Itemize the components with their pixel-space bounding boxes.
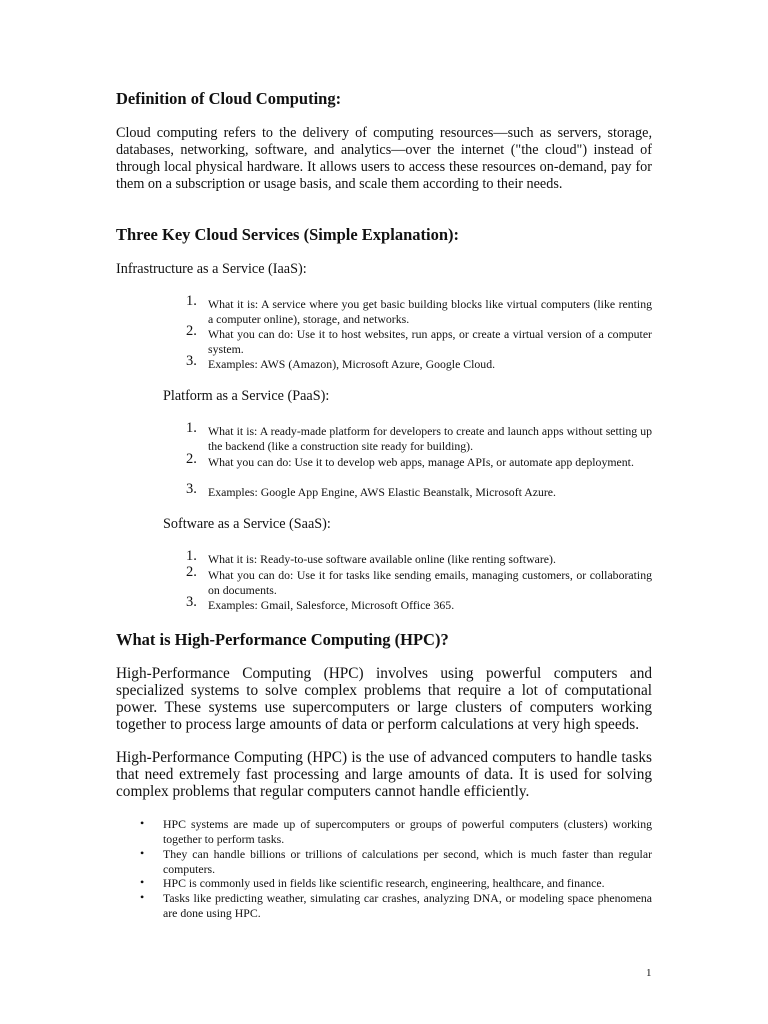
list-item: HPC is commonly used in fields like scientific research, engineering, healthcare, and finance.	[163, 876, 605, 890]
iaas-title: Infrastructure as a Service (IaaS):	[116, 261, 307, 277]
list-item: What it is: A ready-made platform for developers to create and launch apps without setting up the backend (like a construction site ready for building).	[208, 424, 652, 453]
list-item: Examples: Google App Engine, AWS Elastic Beanstalk, Microsoft Azure.	[208, 485, 556, 499]
list-number: 2.	[186, 451, 197, 467]
list-number: 1.	[186, 548, 197, 564]
paas-title: Platform as a Service (PaaS):	[163, 388, 330, 404]
list-item: HPC systems are made up of supercomputers or groups of powerful computers (clusters) working together to perform tasks.	[163, 817, 652, 846]
list-number: 2.	[186, 564, 197, 580]
heading-hpc: What is High-Performance Computing (HPC)?	[116, 630, 449, 649]
bullet-icon: •	[140, 816, 145, 830]
list-number: 3.	[186, 481, 197, 497]
hpc-paragraph-2: High-Performance Computing (HPC) is the use of advanced computers to handle tasks that need extremely fast processing and large amounts of data. It is used for solving complex problems that regular computers cannot handle efficiently.	[116, 749, 652, 800]
list-item: They can handle billions or trillions of calculations per second, which is much faster than regular computers.	[163, 847, 652, 876]
list-item: Tasks like predicting weather, simulating car crashes, analyzing DNA, or modeling space phenomena are done using HPC.	[163, 891, 652, 920]
list-item: What you can do: Use it to host websites, run apps, or create a virtual version of a computer system.	[208, 327, 652, 356]
hpc-paragraph-1: High-Performance Computing (HPC) involves using powerful computers and specialized systems to solve complex problems that require a lot of computational power. These systems use supercomputers or large clusters of computers working together to process large amounts of data or perform calculations at very high speeds.	[116, 665, 652, 733]
list-item: Examples: Gmail, Salesforce, Microsoft Office 365.	[208, 598, 455, 612]
list-item: What you can do: Use it to develop web apps, manage APIs, or automate app deployment.	[208, 455, 634, 469]
definition-paragraph: Cloud computing refers to the delivery of computing resources—such as servers, storage, databases, networking, software, and analytics—over the internet ("the cloud") instead of through local physical hardware. It allows users to access these resources on-demand, pay for them on a subscription or usage basis, and scale them according to their needs.	[116, 125, 652, 192]
page-number: 1	[646, 967, 652, 979]
list-item: What it is: A service where you get basic building blocks like virtual computers (like renting a computer online), storage, and networks.	[208, 297, 652, 326]
heading-definition: Definition of Cloud Computing:	[116, 89, 342, 108]
list-number: 1.	[186, 293, 197, 309]
saas-title: Software as a Service (SaaS):	[163, 516, 331, 532]
bullet-icon: •	[140, 890, 145, 904]
list-number: 1.	[186, 420, 197, 436]
list-number: 3.	[186, 594, 197, 610]
list-number: 2.	[186, 323, 197, 339]
bullet-icon: •	[140, 846, 145, 860]
bullet-icon: •	[140, 875, 145, 889]
list-item: What it is: Ready-to-use software available online (like renting software).	[208, 552, 556, 566]
list-item: What you can do: Use it for tasks like sending emails, managing customers, or collaborating on documents.	[208, 568, 652, 597]
heading-cloud-services: Three Key Cloud Services (Simple Explanation):	[116, 225, 459, 244]
list-item: Examples: AWS (Amazon), Microsoft Azure, Google Cloud.	[208, 357, 496, 371]
list-number: 3.	[186, 353, 197, 369]
